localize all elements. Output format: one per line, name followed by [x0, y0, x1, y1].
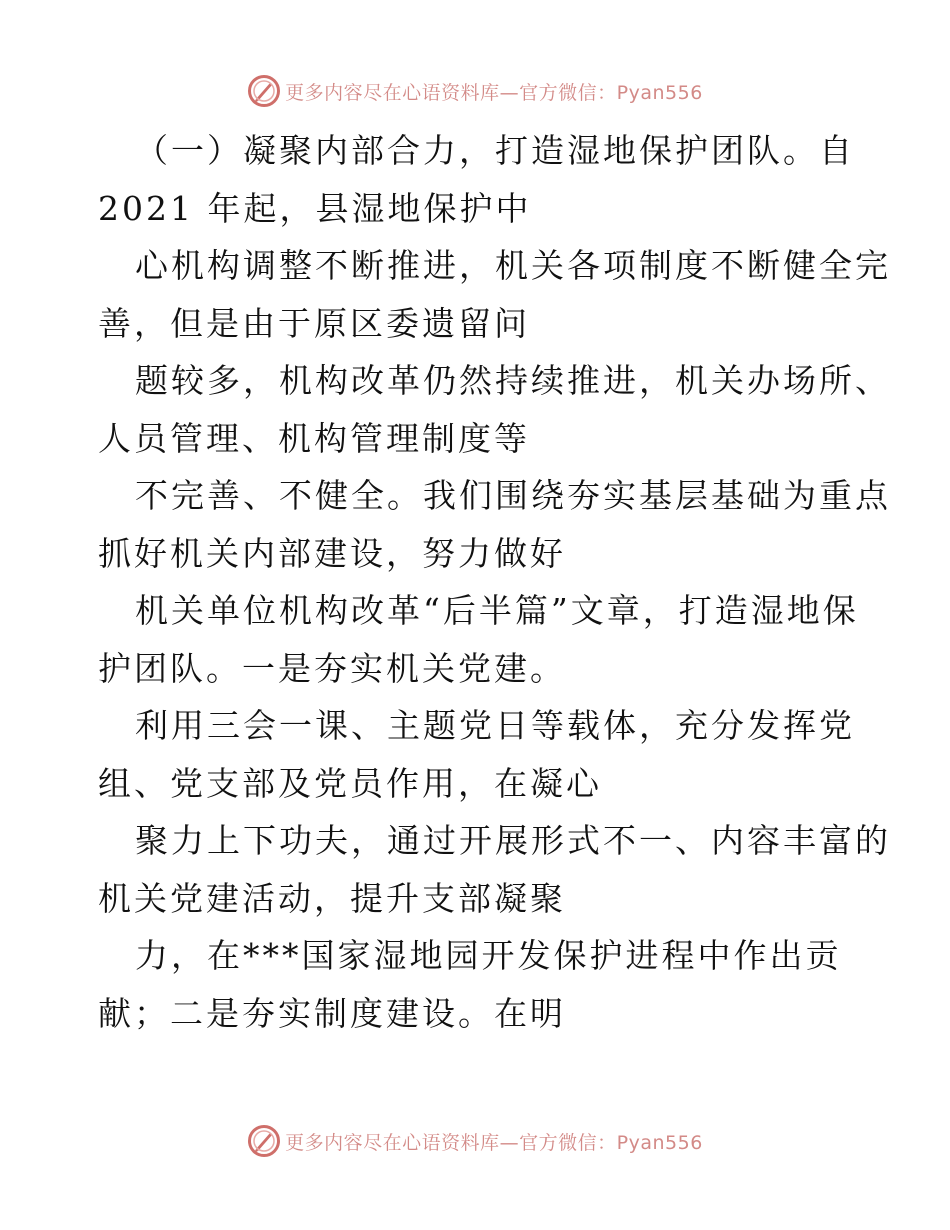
- body-line: 不完善、不健全。我们围绕夯实基层基础为重点: [135, 476, 891, 515]
- body-line: 力，在***国家湿地园开发保护进程中作出贡: [135, 936, 842, 975]
- body-line: （一）凝聚内部合力，打造湿地保护团队。自: [135, 131, 855, 170]
- body-line: 组、党支部及党员作用，在凝心: [98, 763, 602, 803]
- body-line: 献；二是夯实制度建设。在明: [98, 993, 566, 1033]
- pen-feather-logo-icon: [247, 1124, 281, 1158]
- body-line: 善，但是由于原区委遗留问: [98, 303, 530, 343]
- watermark-text: 更多内容尽在心语资料库—官方微信：Pyan556: [285, 81, 703, 104]
- header-watermark: [0, 71, 950, 111]
- pen-feather-logo-icon: [247, 74, 281, 108]
- body-line: 心机构调整不断推进，机关各项制度不断健全完: [135, 246, 891, 285]
- body-line: 题较多，机构改革仍然持续推进，机关办场所、: [135, 361, 891, 400]
- body-line: 人员管理、机构管理制度等: [98, 418, 530, 458]
- watermark-text: 更多内容尽在心语资料库—官方微信：Pyan556: [285, 1131, 703, 1154]
- body-line: 机关党建活动，提升支部凝聚: [98, 878, 566, 918]
- footer-watermark: [0, 1121, 950, 1161]
- body-line: 2021 年起，县湿地保护中: [98, 188, 532, 228]
- body-line: 聚力上下功夫，通过开展形式不一、内容丰富的: [135, 821, 891, 860]
- document-body: [98, 122, 891, 1042]
- body-line: 机关单位机构改革“后半篇”文章，打造湿地保: [135, 591, 859, 630]
- body-line: 利用三会一课、主题党日等载体，充分发挥党: [135, 706, 855, 745]
- body-line: 护团队。一是夯实机关党建。: [98, 648, 566, 688]
- body-line: 抓好机关内部建设，努力做好: [98, 533, 566, 573]
